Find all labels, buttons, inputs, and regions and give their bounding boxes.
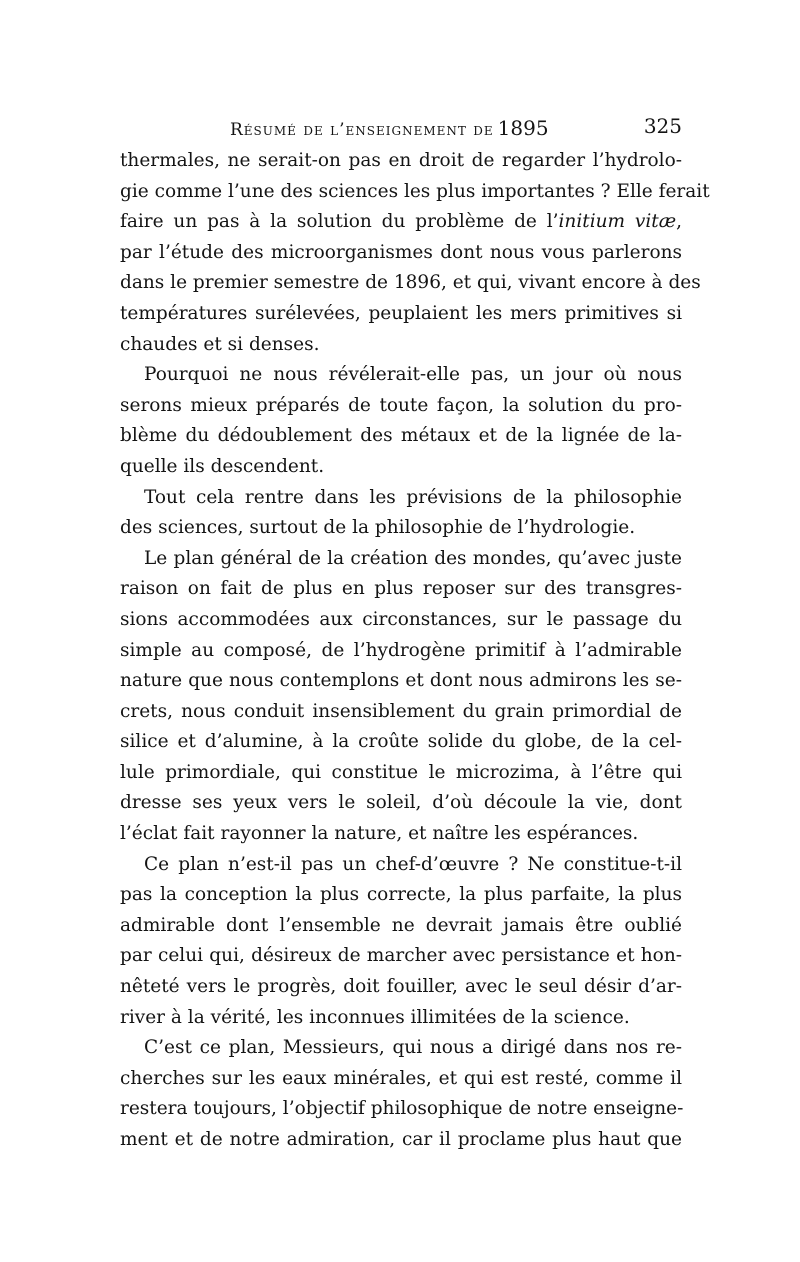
text-line: Pourquoi ne nous révélerait-elle pas, un jour où nous [144, 364, 682, 386]
text-line: par l’étude des microorganismes dont nous vous parlerons [120, 241, 682, 263]
text-line: lule primordiale, qui constitue le microzima, à l’être qui [120, 761, 682, 783]
text-line: raison on fait de plus en plus reposer sur des transgres- [120, 578, 682, 600]
text-line: Tout cela rentre dans les prévisions de la philosophie [144, 486, 682, 508]
text-line: sions accommodées aux circonstances, sur le passage du [120, 608, 682, 630]
text-line: dans le premier semestre de 1896, et qui, vivant encore à des [120, 272, 701, 294]
text-line: serons mieux préparés de toute façon, la solution du pro- [120, 394, 682, 416]
running-title [230, 116, 549, 140]
text-line: dresse ses yeux vers le soleil, d’où découle la vie, dont [120, 792, 682, 814]
text-line [120, 207, 682, 238]
text-line: silice et d’alumine, à la croûte solide du globe, de la cel- [120, 731, 682, 753]
text-line: nêteté vers le progrès, doit fouiller, avec le seul désir d’ar- [120, 976, 682, 998]
body-text [120, 146, 710, 1156]
italic-phrase: initium vitæ [558, 211, 677, 233]
text-line: ment et de notre admiration, car il proclame plus haut que [120, 1129, 682, 1150]
text-line: C’est ce plan, Messieurs, qui nous a dirigé dans nos re- [144, 1037, 682, 1059]
text-line: river à la vérité, les inconnues illimitées de la science. [120, 1006, 630, 1028]
text-line: nature que nous contemplons et dont nous admirons les se- [120, 670, 682, 692]
running-title-year: 1895 [497, 116, 549, 140]
text-line: admirable dont l’ensemble ne devrait jamais être oublié [120, 914, 682, 936]
text-line: températures surélevées, peuplaient les mers primitives si [120, 302, 682, 324]
text-line: restera toujours, l’objectif philosophique de notre enseigne- [120, 1098, 684, 1120]
running-head [120, 116, 682, 146]
text-line-part: , [676, 211, 682, 233]
text-line: cherches sur les eaux minérales, et qui est resté, comme il [120, 1067, 682, 1089]
text-line: chaudes et si denses. [120, 333, 320, 355]
text-line-part: faire un pas à la solution du problème de l’ [120, 211, 559, 233]
text-line: Ce plan n’est-il pas un chef-d’œuvre ? Ne constitue-t-il [144, 853, 682, 875]
text-line: thermales, ne serait-on pas en droit de regarder l’hydrolo- [120, 150, 682, 171]
text-line: Le plan général de la création des mondes, qu’avec juste [144, 547, 682, 569]
text-line: crets, nous conduit insensiblement du grain primordial de [120, 700, 682, 722]
text-line: par celui qui, désireux de marcher avec persistance et hon- [120, 945, 682, 967]
text-line: gie comme l’une des sciences les plus importantes ? Elle ferait [120, 180, 710, 202]
text-line: l’éclat fait rayonner la nature, et naître les espérances. [120, 823, 639, 845]
running-title-text: Résumé de l’enseignement de [230, 120, 494, 140]
text-line: blème du dédoublement des métaux et de la lignée de la- [120, 425, 682, 447]
page-number: 325 [643, 114, 682, 138]
text-line: simple au composé, de l’hydrogène primitif à l’admirable [120, 639, 682, 661]
text-line: pas la conception la plus correcte, la plus parfaite, la plus [120, 884, 682, 906]
text-line: des sciences, surtout de la philosophie de l’hydrologie. [120, 517, 636, 539]
text-line: quelle ils descendent. [120, 455, 325, 477]
